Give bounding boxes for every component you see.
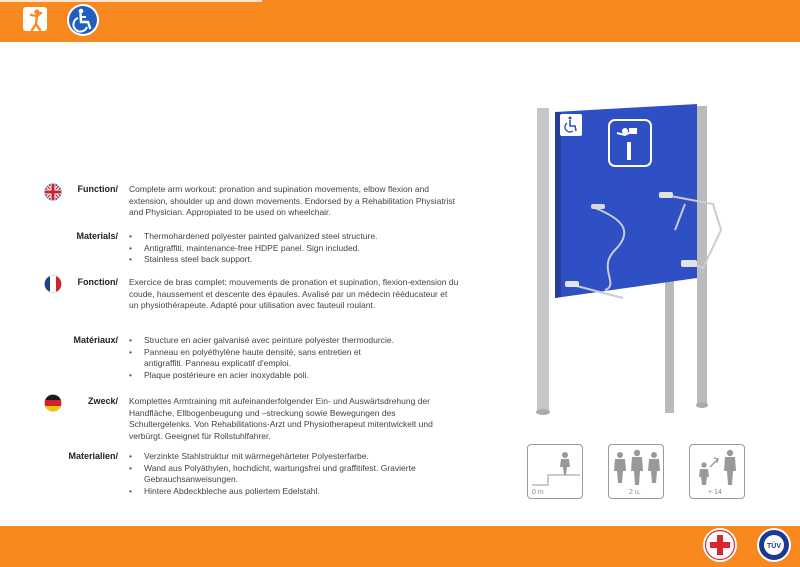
header-line [0,0,262,2]
age-pictogram [689,444,745,499]
age-caption: + 14 [708,489,722,496]
fall-height-caption: 0 m [532,489,544,496]
tuv-text: TÜV [767,543,781,550]
body-exercise-icon [22,6,48,32]
materials-list-en [129,231,459,266]
function-label-de: Zweck/ [87,396,118,406]
materials-label-fr: Matériaux/ [73,335,118,345]
users-pictogram [608,444,664,499]
function-text-fr: Exercice de bras complet: mouvements de pronation et supination, flexion-extension du coude, haussement et descente des épaules. Avalisé par un médecin rééducateur et un physiothérapeute. Adapté pour utilisation avec fauteuil roulant. [129,277,459,310]
header-bar [0,0,800,42]
footer-bar [0,526,800,567]
tuv-certification-icon [756,527,792,563]
left-post [537,108,549,413]
materials-label-de: Materialien/ [68,451,118,461]
materials-label-en: Materials/ [76,231,118,241]
function-text-en: Complete arm workout: pronation and supination movements, elbow flexion and extension, shoulder up and down movements. Endorsed by a Rehabilitation Physiatrist and Physician. Appropiated to be used on wheelchair. [129,184,456,217]
list-item: • Antigraffiti, maintenance-free HDPE panel. Sign included. [129,243,459,255]
materials-list-de [129,451,459,497]
function-label-en: Function/ [77,184,118,194]
list-item: • Thermohardened polyester painted galvanized steel structure. [129,231,459,243]
materials-list-fr [129,335,459,381]
list-item: • Plaque postérieure en acier inoxydable poli. [129,370,459,382]
list-item: • Structure en acier galvanisé avec peinture polyester thermodurcie. [129,335,459,347]
users-caption: 2 u. [629,489,641,496]
product-image [525,100,755,420]
wheelchair-icon [66,3,100,37]
rear-leg [665,278,674,413]
function-text-de: Komplettes Armtraining mit aufeinanderfolgender Ein- und Auswärtsdrehung der Handfläche, Ellbogenbeugung und –streckung sowie Bewegungen des Schultergelenks. Von Rehabilitations-Arzt und Physiotherapeut mitentwickelt und verbürgt. Geeignet für Rollstuhlfahrer. [129,396,433,441]
red-cross-icon [702,527,738,563]
list-item: • Hintere Abdeckbleche aus poliertem Edelstahl. [129,486,459,498]
list-item: • Panneau en polyéthylène haute densité, sans entretien et antigraffiti. Panneau explicatif d'emploi. [129,347,459,370]
fall-height-pictogram [527,444,583,499]
list-item: • Verzinkte Stahlstruktur mit wärmegehärteter Polyesterfarbe. [129,451,459,463]
list-item: • Wand aus Polyäthylen, hochdicht, wartungsfrei und graffitifest. Gravierte Gebrauchsanweisungen. [129,463,459,486]
list-item: • Stainless steel back support. [129,254,459,266]
right-post [697,106,707,406]
function-label-fr: Fonction/ [77,277,118,287]
